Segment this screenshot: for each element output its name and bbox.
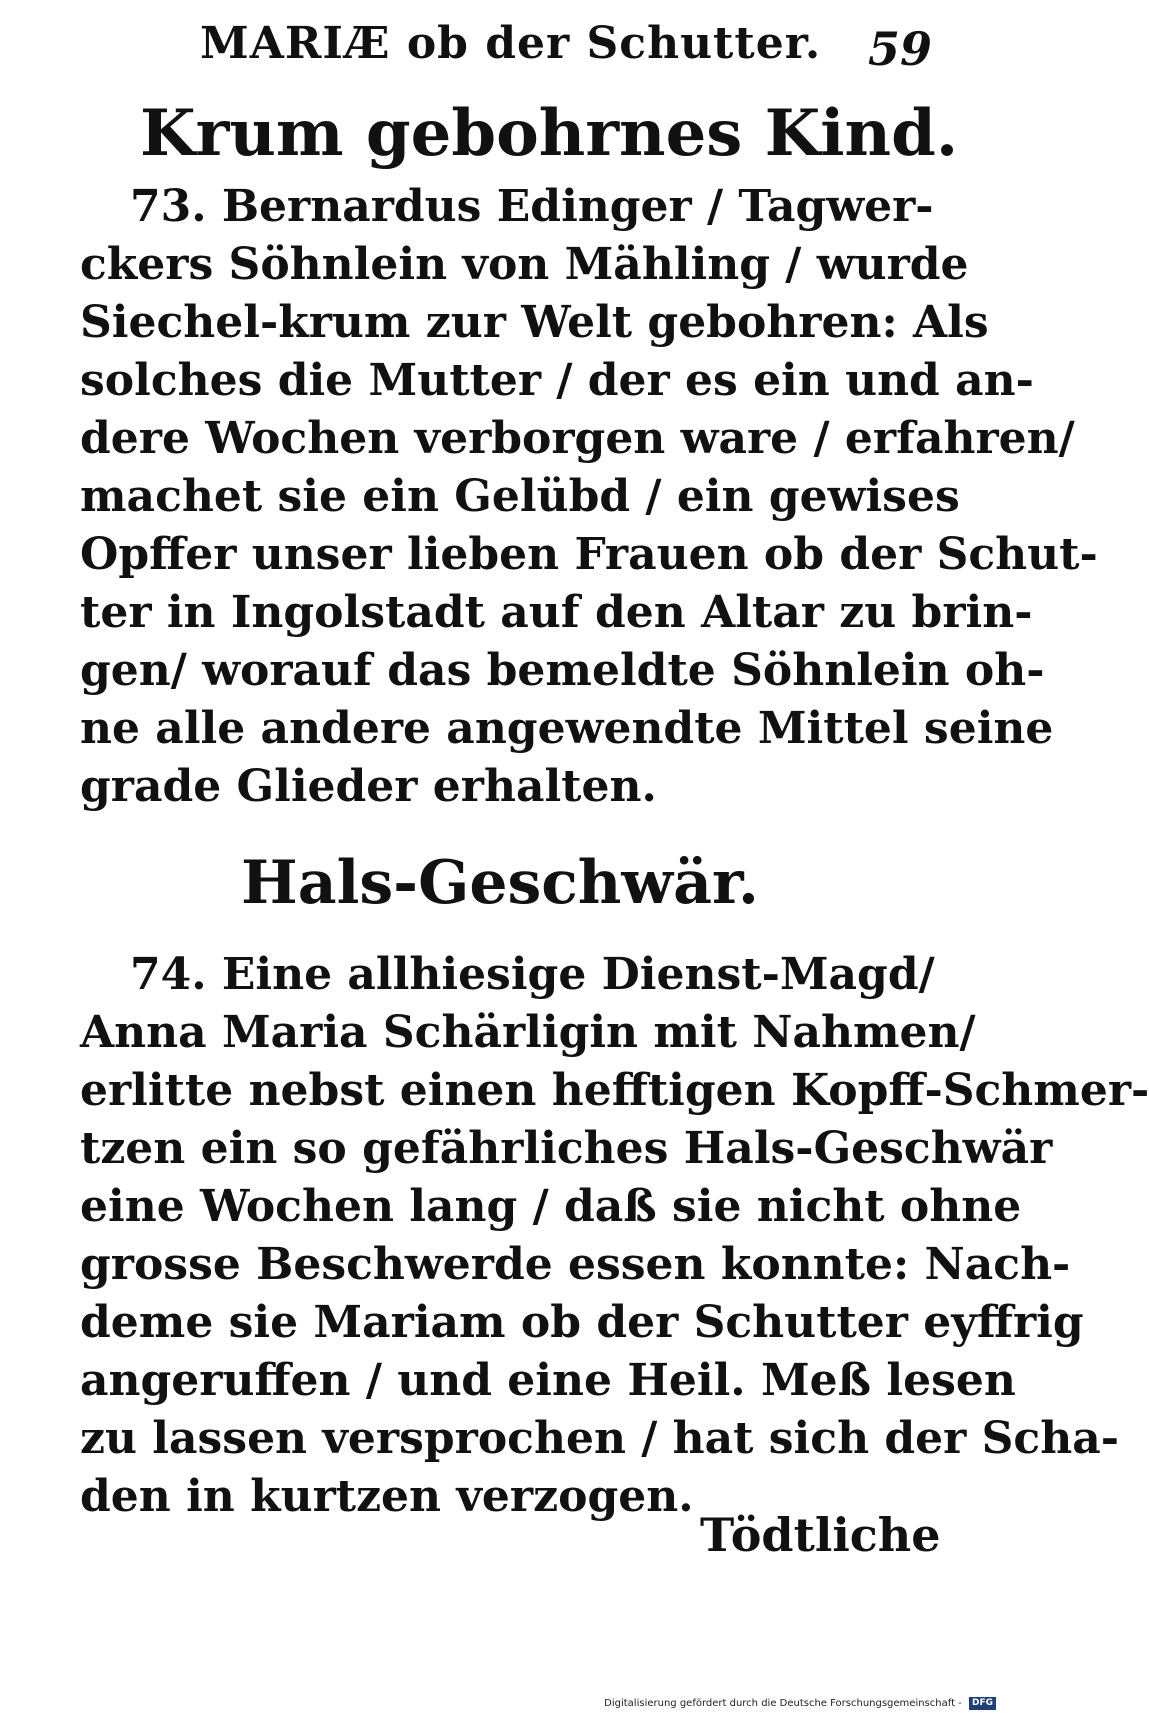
text-line: 74. Eine allhiesige Dienst-Magd/ <box>130 949 935 1000</box>
text-line: deme sie Mariam ob der Schutter eyffrig <box>80 1297 1084 1348</box>
text-line: gen/ worauf das bemeldte Söhnlein oh- <box>80 645 1045 696</box>
running-title: MARIÆ ob der Schutter. <box>200 18 822 69</box>
footer-text: Digitalisierung gefördert durch die Deutsche Forschungsgemeinschaft - <box>604 1698 962 1709</box>
entry-74 <box>80 946 1149 1526</box>
section-heading: Hals-Geschwär. <box>241 848 759 918</box>
text-line: solches die Mutter / der es ein und an- <box>80 355 1034 406</box>
catchword: Tödtliche <box>700 1508 941 1562</box>
text-line: Siechel-krum zur Welt gebohren: Als <box>80 297 989 348</box>
text-line: machet sie ein Gelübd / ein gewises <box>80 471 960 522</box>
section-heading: Krum gebohrnes Kind. <box>140 96 959 171</box>
text-line: zu lassen versprochen / hat sich der Scha- <box>80 1413 1119 1464</box>
page-number: 59 <box>868 22 933 76</box>
text-line: den in kurtzen verzogen. <box>80 1471 694 1522</box>
text-line: erlitte nebst einen hefftigen Kopff-Schmer- <box>80 1065 1149 1116</box>
digitization-footer <box>560 1696 996 1712</box>
dfg-logo: DFG <box>969 1697 996 1710</box>
text-line: grosse Beschwerde essen konnte: Nach- <box>80 1239 1071 1290</box>
text-line: eine Wochen lang / daß sie nicht ohne <box>80 1181 1022 1232</box>
text-line: angeruffen / und eine Heil. Meß lesen <box>80 1355 1016 1406</box>
text-line: ter in Ingolstadt auf den Altar zu brin- <box>80 587 1033 638</box>
text-line: grade Glieder erhalten. <box>80 761 657 812</box>
text-line: 73. Bernardus Edinger / Tagwer- <box>130 181 934 232</box>
entry-73 <box>80 178 1098 816</box>
text-line: dere Wochen verborgen ware / erfahren/ <box>80 413 1075 464</box>
text-line: ckers Söhnlein von Mähling / wurde <box>80 239 969 290</box>
text-line: Opffer unser lieben Frauen ob der Schut- <box>80 529 1098 580</box>
text-line: tzen ein so gefährliches Hals-Geschwär <box>80 1123 1053 1174</box>
text-line: Anna Maria Schärligin mit Nahmen/ <box>80 1007 976 1058</box>
text-line: ne alle andere angewendte Mittel seine <box>80 703 1054 754</box>
